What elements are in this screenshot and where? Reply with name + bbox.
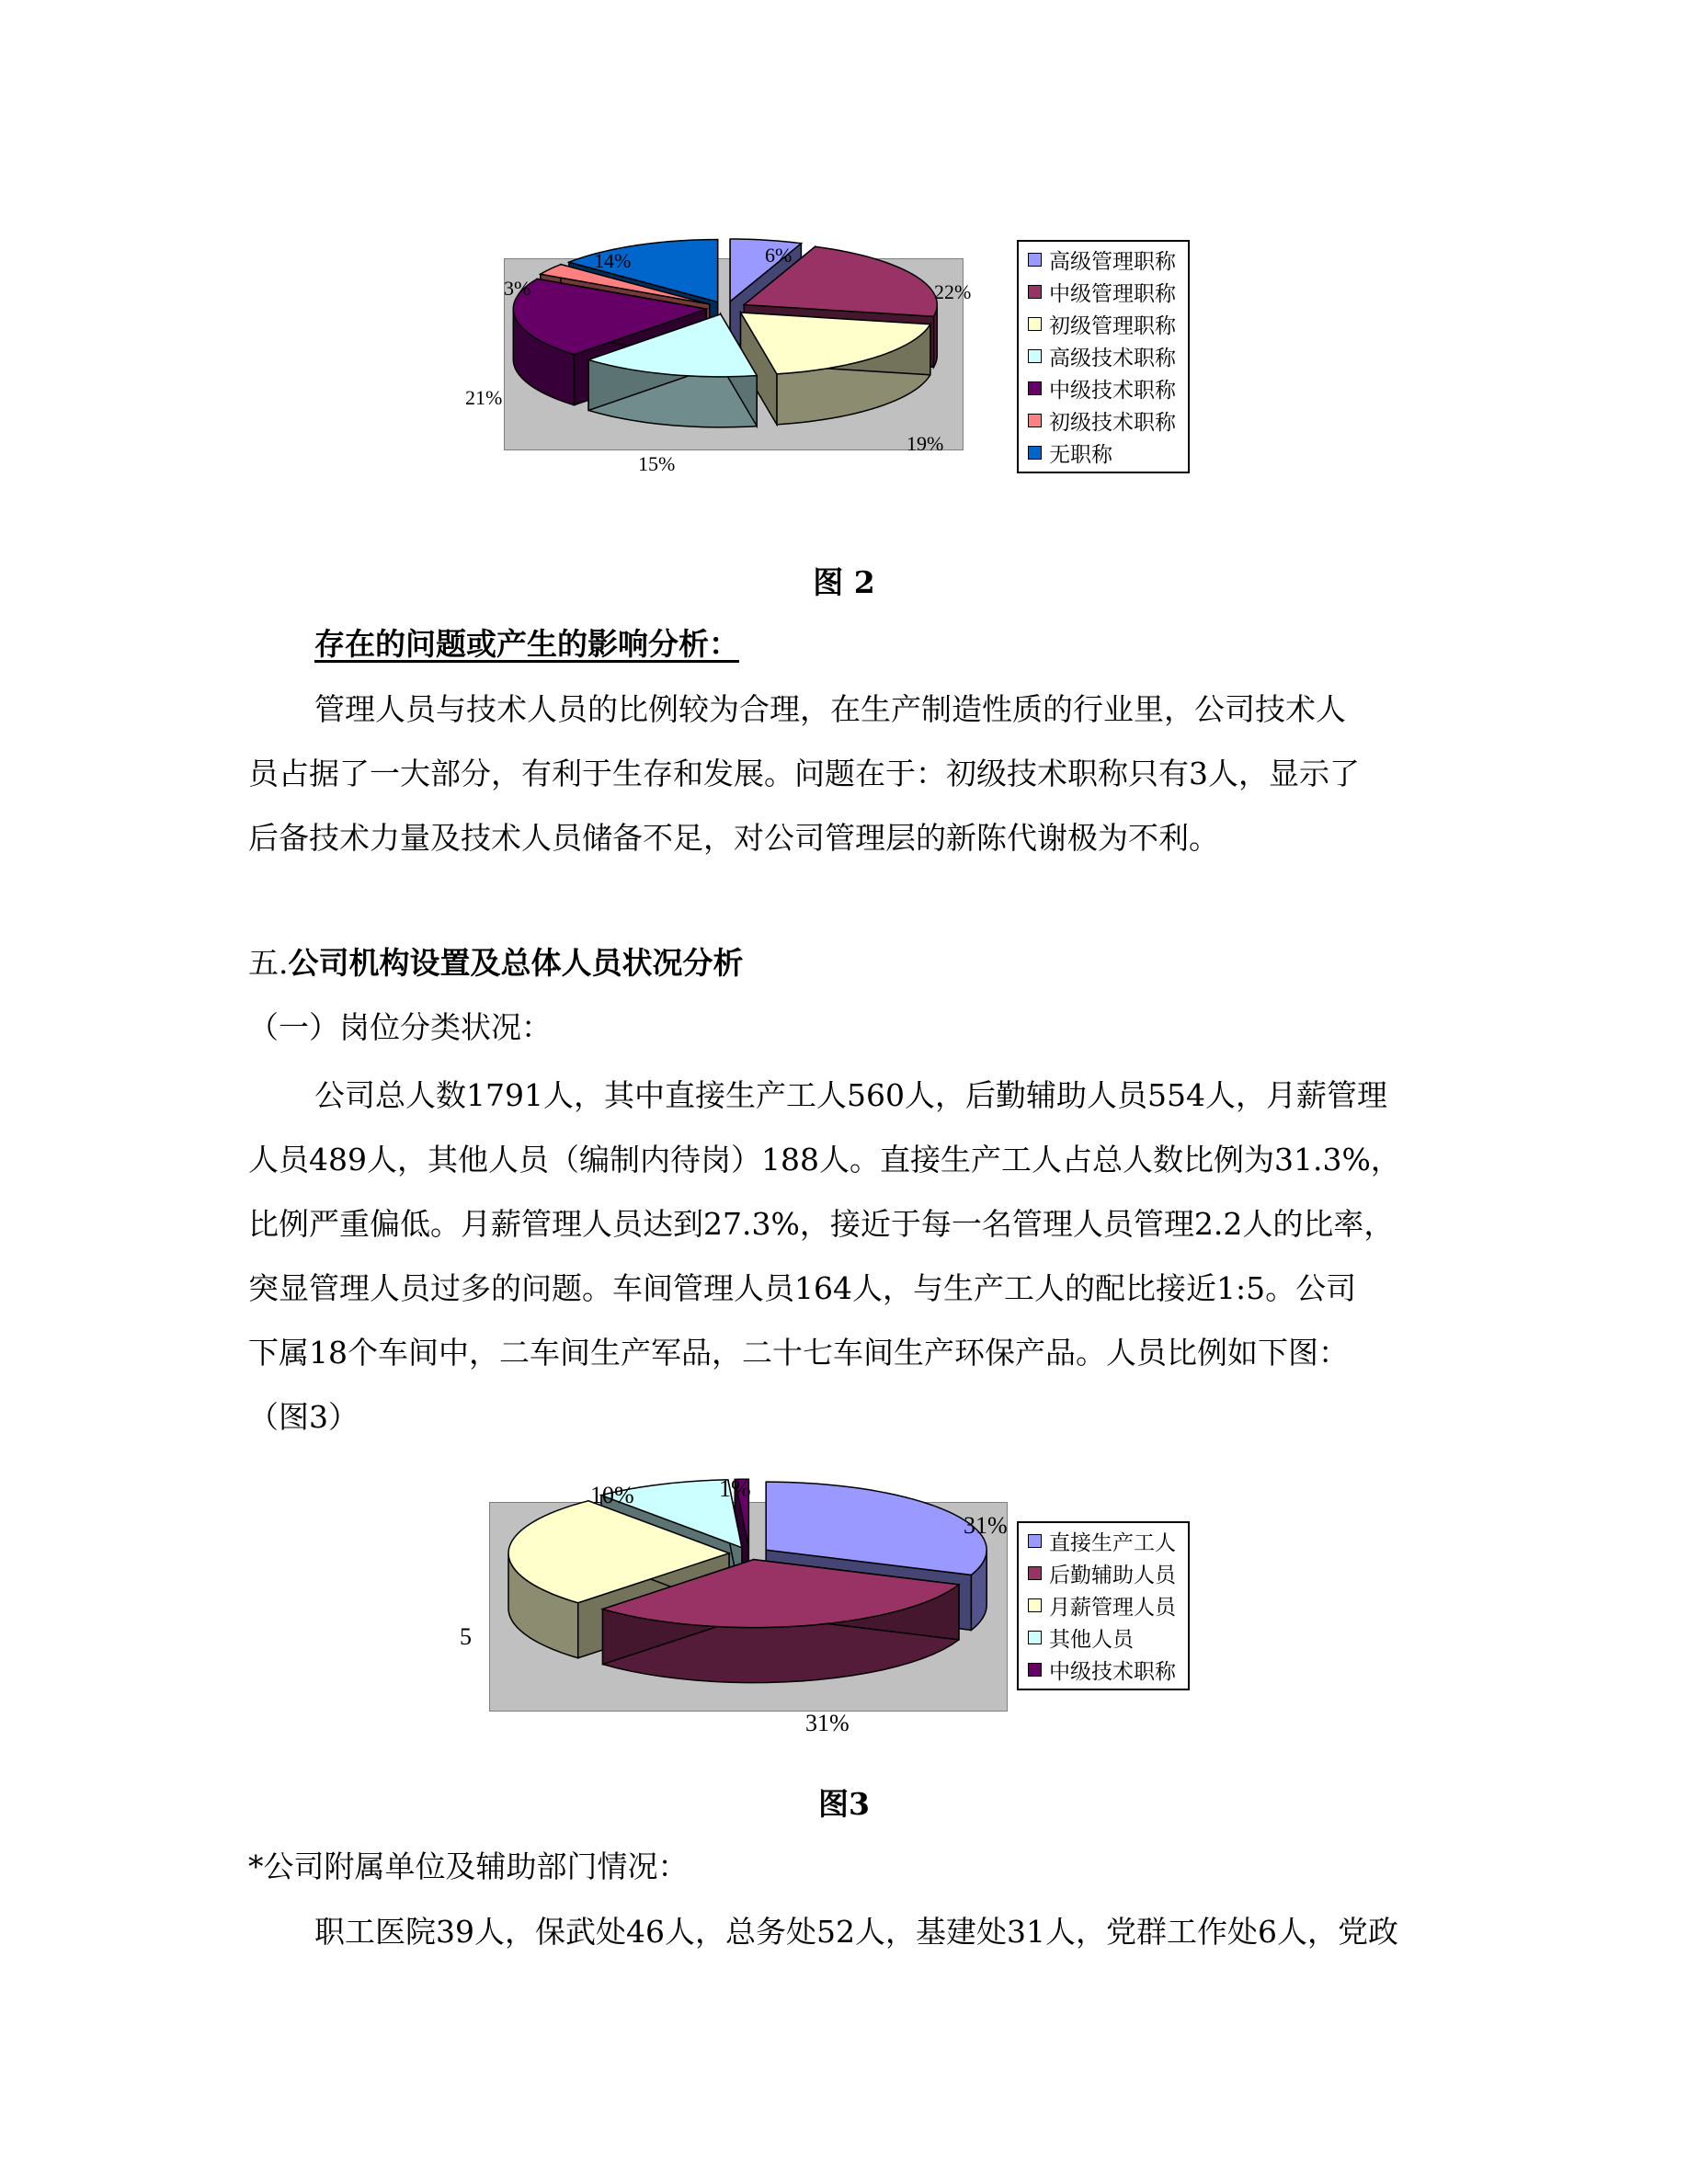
legend-item: 中级管理职称 xyxy=(1028,278,1176,305)
legend-item: 初级技术职称 xyxy=(1028,406,1176,434)
legend-item: 月薪管理人员 xyxy=(1028,1591,1176,1619)
text-line: 管理人员与技术人员的比例较为合理，在生产制造性质的行业里，公司技术人 xyxy=(314,691,1346,727)
figure-2-caption: 图 2 xyxy=(813,564,875,600)
data-label: 19% xyxy=(907,432,944,455)
data-label: 22% xyxy=(934,280,972,303)
data-label: 31% xyxy=(805,1710,850,1736)
text-line: 后备技术力量及技术人员储备不足，对公司管理层的新陈代谢极为不利。 xyxy=(248,820,1219,856)
data-label: 6% xyxy=(765,244,793,267)
text-line: 公司总人数1791人，其中直接生产工人560人，后勤辅助人员554人，月薪管理 xyxy=(314,1077,1387,1113)
data-label-clipped: 5 xyxy=(460,1623,472,1650)
chart-legend xyxy=(1017,1521,1190,1690)
figure-3-caption: 图3 xyxy=(818,1786,870,1822)
legend-item: 中级技术职称 xyxy=(1028,1655,1176,1683)
subsection-heading: （一）岗位分类状况： xyxy=(248,1009,552,1045)
data-label: 1% xyxy=(719,1475,751,1502)
data-label: 3% xyxy=(504,277,531,300)
data-label: 31% xyxy=(964,1512,1008,1539)
text-line: （图3） xyxy=(248,1399,359,1435)
data-label: 15% xyxy=(638,452,676,475)
section-5-heading: 五.公司机构设置及总体人员状况分析 xyxy=(248,945,744,981)
text-line: 下属18个车间中，二车间生产军品，二十七车间生产环保产品。人员比例如下图： xyxy=(248,1335,1349,1371)
text-line: 比例严重偏低。月薪管理人员达到27.3%，接近于每一名管理人员管理2.2人的比率， xyxy=(248,1206,1395,1242)
legend-item: 其他人员 xyxy=(1028,1623,1134,1651)
legend-item: 无职称 xyxy=(1028,438,1112,466)
legend-item: 后勤辅助人员 xyxy=(1028,1559,1176,1587)
data-label: 14% xyxy=(594,249,632,272)
data-label: 10% xyxy=(590,1482,634,1508)
legend-item: 初级管理职称 xyxy=(1028,310,1176,337)
text-line: 人员489人，其他人员（编制内待岗）188人。直接生产工人占总人数比例为31.3%， xyxy=(248,1142,1401,1177)
legend-item: 直接生产工人 xyxy=(1028,1527,1176,1554)
legend-item: 高级技术职称 xyxy=(1028,342,1176,370)
text-line: 突显管理人员过多的问题。车间管理人员164人，与生产工人的配比接近1:5。公司 xyxy=(248,1270,1357,1306)
legend-item: 高级管理职称 xyxy=(1028,245,1176,273)
text-line: 员占据了一大部分，有利于生存和发展。问题在于：初级技术职称只有3人，显示了 xyxy=(248,756,1360,791)
subsection-heading: *公司附属单位及辅助部门情况： xyxy=(248,1848,689,1884)
legend-item: 中级技术职称 xyxy=(1028,374,1176,402)
section-heading: 存在的问题或产生的影响分析： xyxy=(314,626,739,662)
paragraph-units xyxy=(248,1900,1443,1964)
text-line: 职工医院39人，保武处46人，总务处52人，基建处31人，党群工作处6人，党政 xyxy=(314,1914,1398,1950)
data-label: 21% xyxy=(465,386,503,409)
